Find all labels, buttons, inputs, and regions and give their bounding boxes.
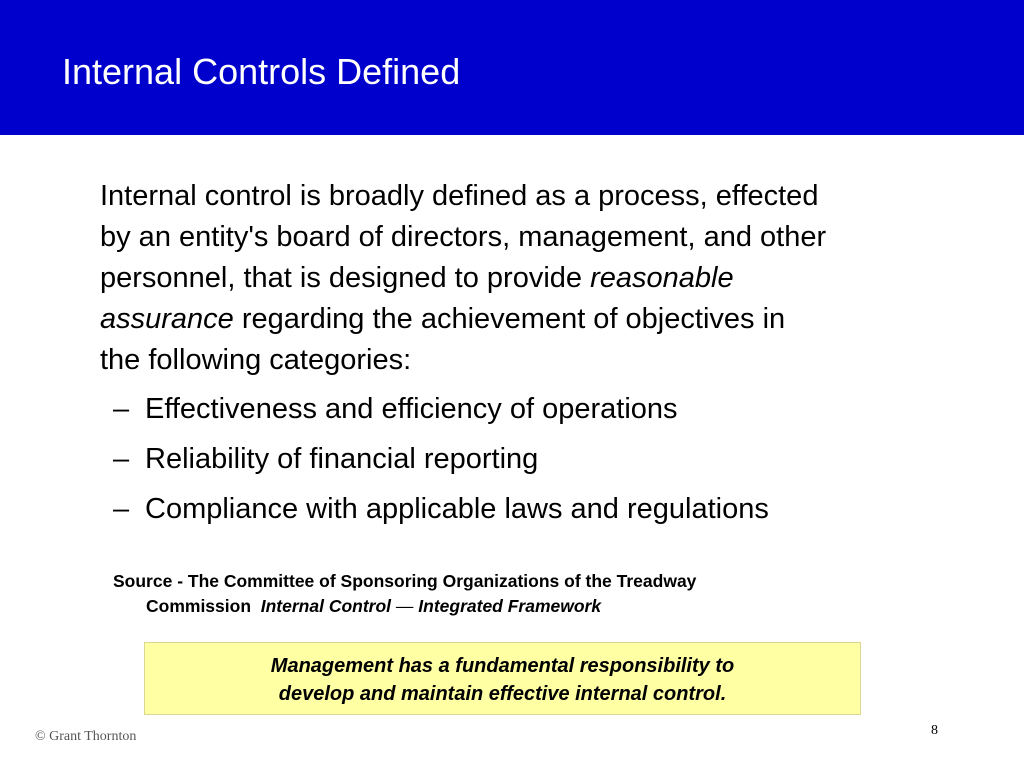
emphasis-assurance: assurance [100, 303, 234, 335]
definition-paragraph [100, 176, 970, 381]
source-work-title: Internal Control [260, 596, 392, 616]
dash-bullet: – [113, 393, 130, 425]
dash-bullet: – [113, 493, 130, 525]
callout-line: Management has a fundamental responsibility to [270, 655, 735, 677]
responsibility-callout [144, 642, 861, 715]
definition-line: by an entity's board of directors, management, and other [100, 221, 827, 253]
category-label: Reliability of financial reporting [145, 443, 539, 475]
category-item [113, 388, 769, 438]
category-item [113, 438, 769, 488]
definition-line: Internal control is broadly defined as a process, effected [100, 180, 819, 212]
definition-line [100, 299, 970, 340]
dash-bullet: – [113, 443, 130, 475]
definition-text: regarding the achievement of objectives in [233, 303, 786, 335]
category-item [113, 488, 769, 538]
source-citation [113, 569, 913, 619]
source-line: Source - The Committee of Sponsoring Organizations of the Treadway [113, 571, 697, 591]
category-list [113, 388, 769, 538]
slide-title: Internal Controls Defined [62, 51, 461, 92]
definition-line [100, 258, 970, 299]
copyright-footer: © Grant Thornton [35, 729, 137, 744]
definition-text: personnel, that is designed to provide [100, 262, 591, 294]
source-commission: Commission [146, 596, 261, 616]
page-number: 8 [931, 723, 938, 738]
definition-line: the following categories: [100, 344, 412, 376]
source-work-subtitle: Integrated Framework [418, 596, 602, 616]
source-line [113, 594, 913, 619]
emphasis-reasonable: reasonable [590, 262, 734, 294]
category-label: Effectiveness and efficiency of operations [145, 393, 678, 425]
callout-line: develop and maintain effective internal control. [278, 683, 727, 705]
category-label: Compliance with applicable laws and regulations [145, 493, 769, 525]
title-bar [0, 0, 1024, 135]
source-separator: — [391, 596, 419, 616]
